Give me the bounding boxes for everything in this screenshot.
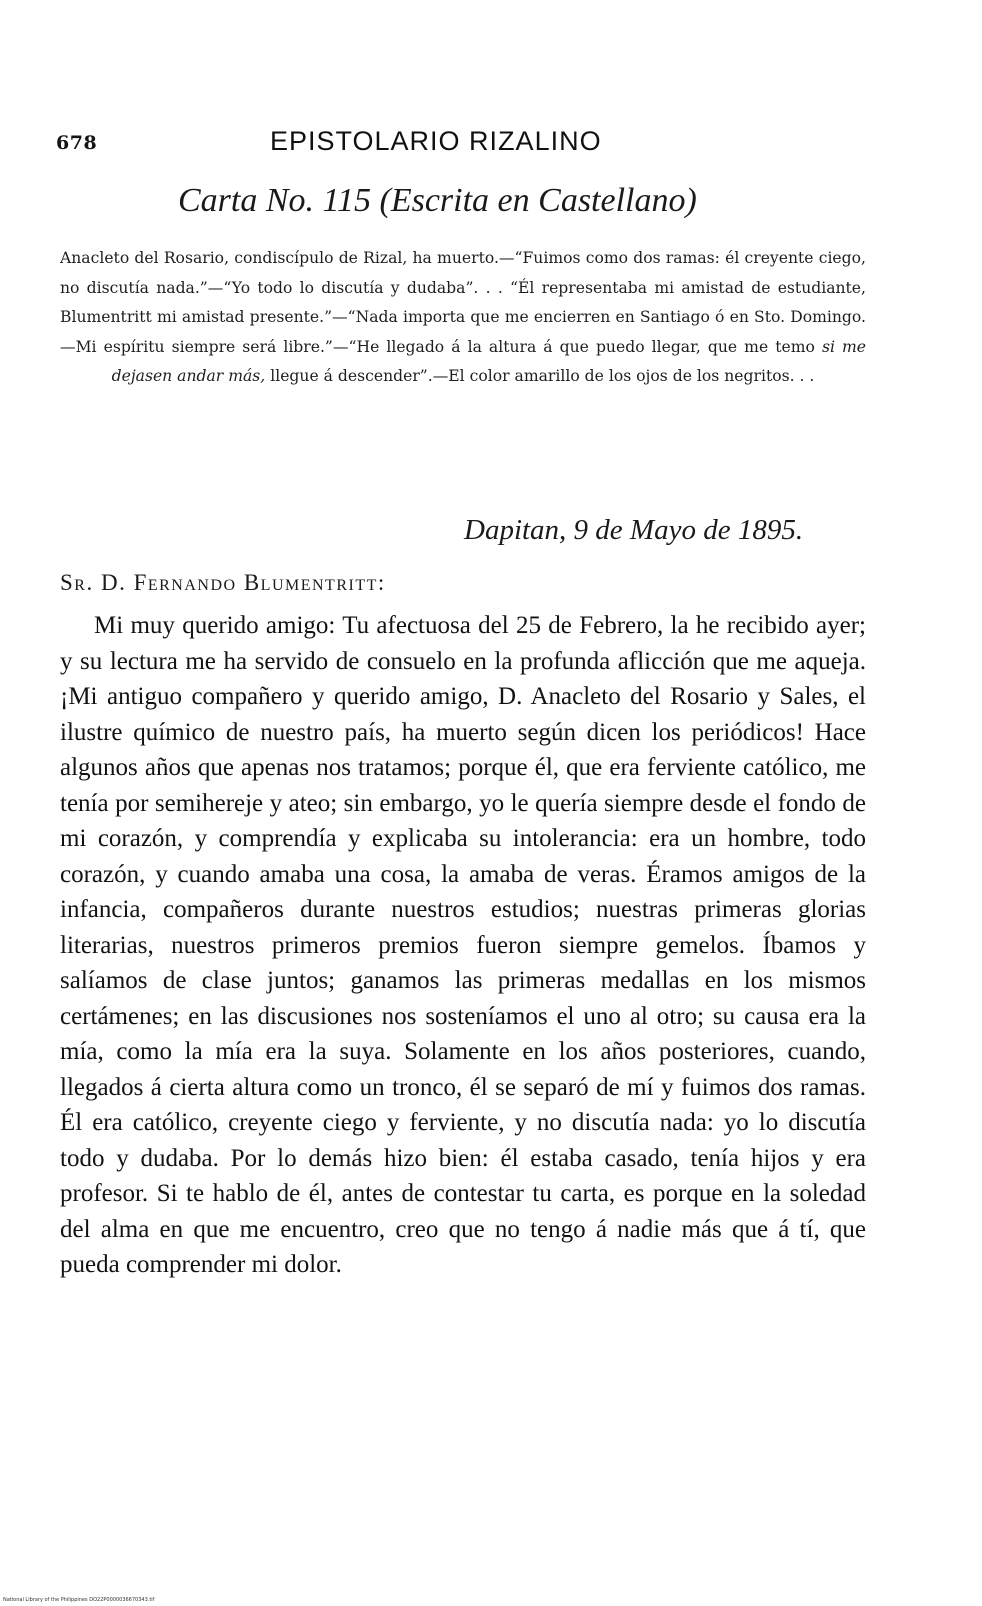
- summary-text: Anacleto del Rosario, condiscípulo de Rizal, ha muerto.—“Fuimos como dos ramas: él creyente ciego, no discutía nada.”—“Yo todo lo discutía y dudaba”. . . “Él representaba mi amistad de estudiante, Blumentritt mi amistad presente.”—“Nada importa que me encierren en Santiago ó en Sto. Domingo.—Mi espíritu siempre será libre.”—“He llegado á la altura á que puedo llegar, que me temo: [60, 249, 866, 356]
- summary-italic-text: si me dejasen andar más,: [111, 337, 866, 385]
- dateline: Dapitan, 9 de Mayo de 1895.: [464, 514, 804, 546]
- salutation: Sr. D. Fernando Blumentritt:: [60, 570, 386, 595]
- summary-text-end: llegue á descender”.—El color amarillo de los ojos de los negritos. . .: [265, 367, 815, 385]
- letter-summary: [60, 244, 866, 392]
- running-title: EPISTOLARIO RIZALINO: [270, 126, 602, 156]
- letter-title: Carta No. 115 (Escrita en Castellano): [178, 182, 697, 219]
- letter-body: Mi muy querido amigo: Tu afectuosa del 25 de Febrero, la he recibido ayer; y su lectura me ha servido de consuelo en la profunda aflicción que me aqueja. ¡Mi antiguo compañero y querido amigo, D. Anacleto del Rosario y Sales, el ilustre químico de nuestro país, ha muerto según dicen los periódicos! Hace algunos años que apenas nos tratamos; porque él, que era ferviente católico, me tenía por semihereje y ateo; sin embargo, yo le quería siempre desde el fondo de mi corazón, y comprendía y explicaba su intolerancia: era un hombre, todo corazón, y cuando amaba una cosa, la amaba de veras. Éramos amigos de la infancia, compañeros durante nuestros estudios; nuestras primeras glorias literarias, nuestros primeros premios fueron siempre gemelos. Íbamos y salíamos de clase juntos; ganamos las primeras medallas en los mismos certámenes; en las discusiones nos sosteníamos el uno al otro; su causa era la mía, como la mía era la suya. Solamente en los años posteriores, cuando, llegados á cierta altura como un tronco, él se separó de mí y fuimos dos ramas. Él era católico, creyente ciego y ferviente, y no discutía nada: yo lo discutía todo y dudaba. Por lo demás hizo bien: él estaba casado, tenía hijos y era profesor. Si te hablo de él, antes de contestar tu carta, es porque en la soledad del alma en que me encuentro, creo que no tengo á nadie más que á tí, que pueda comprender mi dolor.: [60, 612, 866, 1278]
- scan-credit: National Library of the Philippines DO22P0000036670343.tif: [3, 1597, 155, 1603]
- page-number: 678: [56, 132, 98, 154]
